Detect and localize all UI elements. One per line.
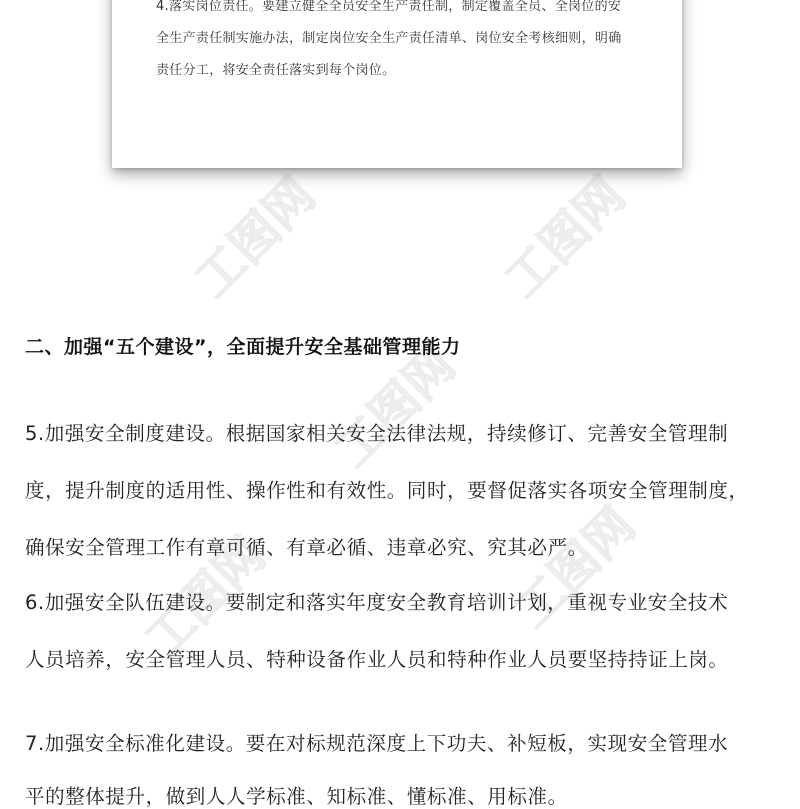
section-heading: 二、加强“五个建设”，全面提升安全基础管理能力	[25, 336, 461, 358]
watermark-2: 工图网	[494, 166, 636, 309]
card-line-3: 责任分工，将安全责任落实到每个岗位。	[156, 63, 396, 78]
watermark-4: 工图网	[504, 496, 646, 639]
paragraph-5-line-2: 度，提升制度的适用性、操作性和有效性。同时，要督促落实各项安全管理制度，	[25, 479, 749, 502]
card-line-2: 全生产责任制实施办法，制定岗位安全生产责任清单、岗位安全考核细则，明确	[156, 31, 622, 46]
document-card	[112, 0, 682, 168]
card-line-1: 4.落实岗位责任。要建立健全全员安全生产责任制，制定覆盖全员、全岗位的安	[156, 0, 622, 14]
card-text	[156, 0, 656, 87]
watermark-3: 工图网	[324, 336, 466, 479]
paragraph-6-line-2: 人员培养，安全管理人员、特种设备作业人员和特种作业人员要坚持持证上岗。	[25, 648, 729, 671]
paragraph-5-line-3: 确保安全管理工作有章可循、有章必循、违章必究、究其必严。	[25, 536, 588, 559]
watermark-5: 工图网	[134, 526, 276, 669]
paragraph-6-line-1: 6.加强安全队伍建设。要制定和落实年度安全教育培训计划，重视专业安全技术	[25, 591, 729, 614]
watermark-1: 工图网	[184, 166, 326, 309]
paragraph-5-line-1: 5.加强安全制度建设。根据国家相关安全法律法规，持续修订、完善安全管理制	[25, 422, 729, 445]
paragraph-7-line-1: 7.加强安全标准化建设。要在对标规范深度上下功夫、补短板，实现安全管理水	[25, 732, 729, 755]
paragraph-7-line-2: 平的整体提升，做到人人学标准、知标准、懂标准、用标准。	[25, 785, 568, 808]
